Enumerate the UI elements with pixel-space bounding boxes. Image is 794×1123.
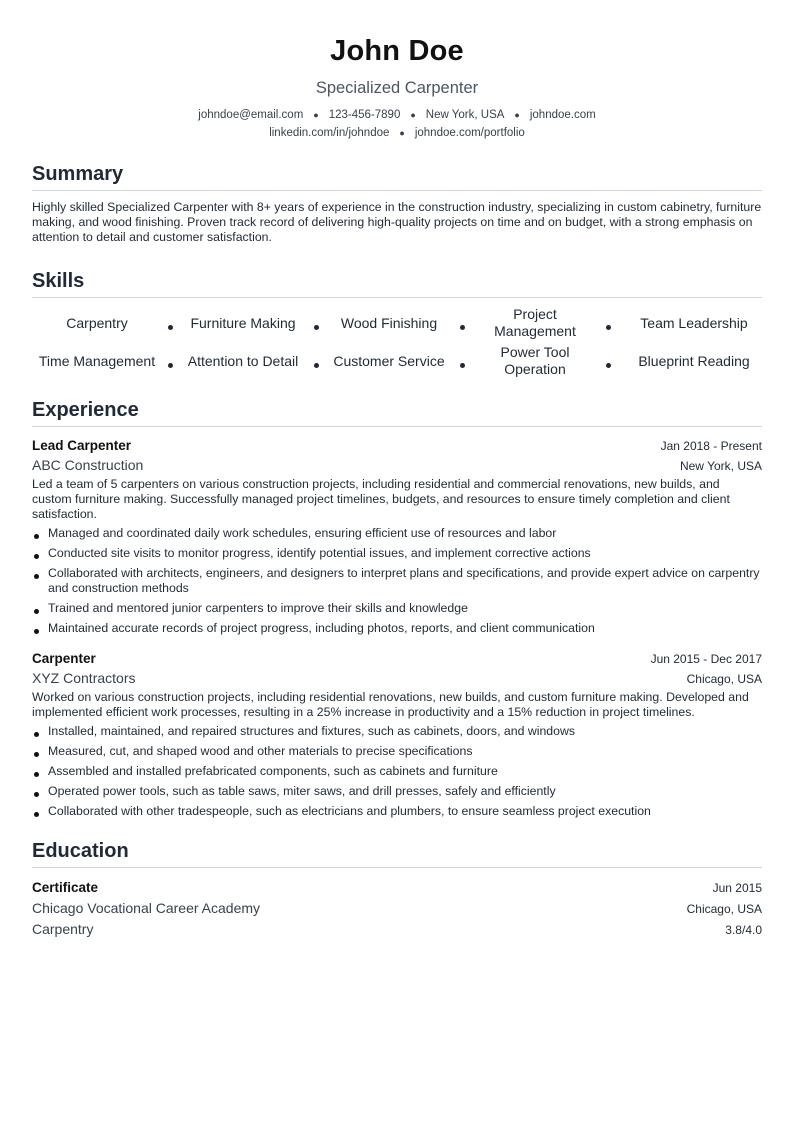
skill-item: Wood Finishing [340,315,438,331]
bullet-icon [34,534,39,539]
bullet-icon [34,792,39,797]
job-entry [32,649,762,819]
skill-item: Attention to Detail [187,353,299,369]
bullet-separator-icon [460,363,465,368]
education-location: Chicago, USA [686,902,762,916]
job-header-row [32,436,762,455]
list-item [32,566,762,596]
bullet-icon [34,732,39,737]
education-heading: Education [32,840,129,862]
bullet-icon [34,554,39,559]
contact-linkedin[interactable]: linkedin.com/in/johndoe [269,127,390,139]
skill-item: Blueprint Reading [638,353,750,369]
bullet-text: Installed, maintained, and repaired structures and fixtures, such as cabinets, doors, and windows [48,724,576,738]
contact-website[interactable]: johndoe.com [529,109,596,121]
bullet-separator-icon [460,325,465,330]
summary-text: Highly skilled Specialized Carpenter with 8+ years of experience in the construction industry, specializing in custom cabinetry, furniture making, and wood finishing. Proven track record of delivering high-quality projects on time and on budget, with a strong emphasis on attention to detail and customer satisfaction. [32,200,762,244]
bullet-text: Collaborated with other tradespeople, such as electricians and plumbers, to ensure seamless project execution [48,804,651,818]
bullet-separator-icon [606,325,611,330]
skill-item: Project Management [494,306,576,339]
contact-row-primary [32,107,762,123]
bullet-separator-icon: ● [410,110,416,120]
job-bullet-list [32,526,762,636]
job-company: XYZ Contractors [32,670,136,686]
education-entry [32,877,762,940]
education-date: Jun 2015 [712,881,762,895]
summary-heading: Summary [32,163,124,185]
education-field: Carpentry [32,921,94,937]
job-company: ABC Construction [32,457,144,473]
job-company-row [32,455,762,476]
bullet-text: Operated power tools, such as table saws, miter saws, and drill presses, safely and efficiently [48,784,556,798]
bullet-separator-icon [606,363,611,368]
bullet-icon [34,629,39,634]
bullet-icon [34,609,39,614]
education-gpa: 3.8/4.0 [725,923,762,937]
bullet-separator-icon: ● [514,110,520,120]
job-location: Chicago, USA [686,672,762,686]
bullet-separator-icon [168,363,173,368]
contact-portfolio[interactable]: johndoe.com/portfolio [414,127,525,139]
list-item [32,804,762,819]
bullet-separator-icon: ● [313,110,319,120]
candidate-title: Specialized Carpenter [315,79,479,97]
job-role: Lead Carpenter [32,438,132,453]
bullet-text: Trained and mentored junior carpenters to improve their skills and knowledge [48,601,468,615]
bullet-icon [34,574,39,579]
section-divider [32,190,762,191]
bullet-icon [34,752,39,757]
bullet-icon [34,772,39,777]
contact-location: New York, USA [425,109,505,121]
skill-item: Furniture Making [190,315,296,331]
bullet-text: Collaborated with architects, engineers, and designers to interpret plans and specifications, and provide expert advice on carpentry and construction methods [48,566,760,595]
skill-item: Time Management [38,353,156,369]
experience-heading: Experience [32,399,139,421]
bullet-text: Managed and coordinated daily work schedules, ensuring efficient use of resources and labor [48,526,557,540]
job-description: Led a team of 5 carpenters on various construction projects, including residential and commercial renovations, new builds, and custom furniture making. Successfully managed project timelines, budgets, and resources to ensure timely completion and client satisfaction. [32,477,730,521]
bullet-separator-icon: ● [399,128,405,138]
list-item [32,601,762,616]
section-divider [32,297,762,298]
bullet-separator-icon [168,325,173,330]
list-item [32,744,762,759]
job-dates: Jan 2018 - Present [660,439,762,453]
list-item [32,764,762,779]
contact-email[interactable]: johndoe@email.com [198,109,304,121]
list-item [32,546,762,561]
resume-page [32,0,762,940]
candidate-name: John Doe [330,35,464,67]
bullet-text: Conducted site visits to monitor progress, identify potential issues, and implement corrective actions [48,546,591,560]
bullet-text: Assembled and installed prefabricated components, such as cabinets and furniture [48,764,498,778]
skill-item: Carpentry [66,315,128,331]
bullet-separator-icon [314,363,319,368]
bullet-icon [34,812,39,817]
job-location: New York, USA [679,459,762,473]
education-degree-row [32,877,762,898]
bullet-separator-icon [314,325,319,330]
education-field-row [32,919,762,940]
list-item [32,526,762,541]
list-item [32,621,762,636]
job-company-row [32,668,762,689]
section-divider [32,426,762,427]
skills-heading: Skills [32,270,85,292]
education-school: Chicago Vocational Career Academy [32,900,261,916]
job-bullet-list [32,724,762,819]
skill-item: Customer Service [333,353,445,369]
section-divider [32,867,762,868]
job-description: Worked on various construction projects, including residential renovations, new builds, and custom furniture making. Developed and implemented efficient work processes, resulting in a 25% increase in productivity and a 15% reduction in project timelines. [32,690,749,719]
job-dates: Jun 2015 - Dec 2017 [650,652,762,666]
contact-phone[interactable]: 123-456-7890 [328,109,401,121]
job-entry [32,436,762,636]
skill-item: Power Tool Operation [500,344,570,377]
job-role: Carpenter [32,651,96,666]
contact-row-secondary [32,125,762,141]
list-item [32,724,762,739]
skills-grid [32,306,762,382]
bullet-text: Maintained accurate records of project progress, including photos, reports, and client communication [48,621,595,635]
education-school-row [32,898,762,919]
bullet-text: Measured, cut, and shaped wood and other materials to precise specifications [48,744,473,758]
education-degree: Certificate [32,880,99,895]
job-header-row [32,649,762,668]
skill-item: Team Leadership [640,315,748,331]
list-item [32,784,762,799]
